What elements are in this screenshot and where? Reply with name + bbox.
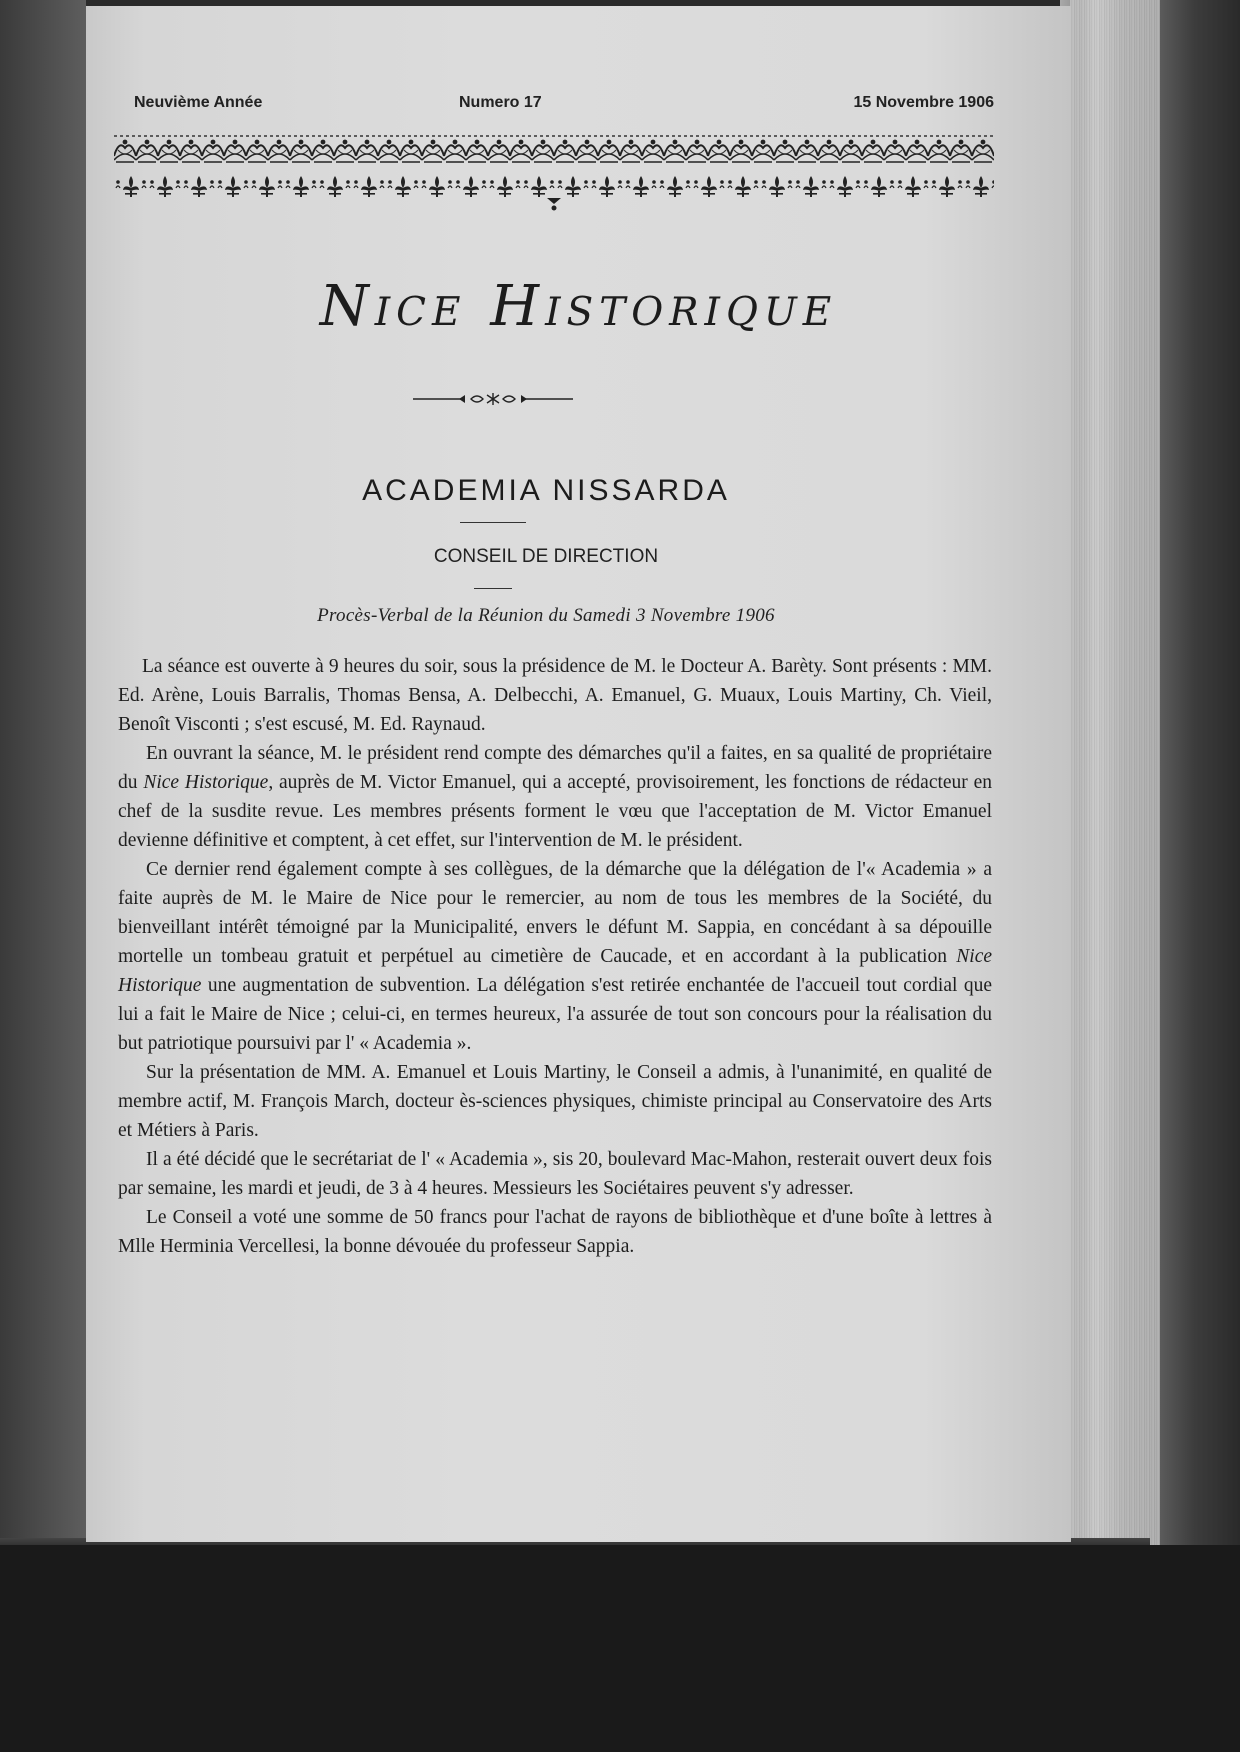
paragraph-budget: Le Conseil a voté une somme de 50 francs pour l'achat de rayons de bibliothèque et d'une boîte à lettres à Mlle Herminia Vercellesi, la bonne dévouée du professeur Sappia.: [118, 1207, 992, 1257]
paragraph-text: En ouvrant la séance, M. le président rend compte des démarches qu'il a faites, en sa qualité de propriétaire du: [118, 743, 992, 793]
fleur-de-lis-ornament-band: [114, 174, 994, 214]
page-stack-edges: [1070, 0, 1160, 1545]
issue-date: 15 Novembre 1906: [853, 94, 994, 111]
minutes-title: Procès-Verbal de la Réunion du Samedi 3 Novembre 1906: [317, 605, 775, 626]
publication-name: Nice Historique: [143, 772, 269, 793]
article-body: [118, 652, 992, 1261]
issue-number: Numero 17: [459, 94, 542, 111]
title-divider-ornament: [413, 392, 573, 406]
section-rule: [460, 522, 526, 523]
scanner-bed: [0, 1545, 1240, 1752]
subtitle-rule: [474, 588, 512, 589]
paragraph-text: une augmentation de subvention. La délégation s'est retirée enchantée de l'accueil tout cordial que lui a fait le Maire de Nice ; celui-ci, en termes heureux, l'a assurée de tout son concours pour la réalisation du but patriotique poursuivi par l' « Academia ».: [118, 975, 992, 1054]
paragraph-delegation: [118, 855, 992, 1058]
issue-year: Neuvième Année: [134, 94, 263, 111]
paragraph-text: Ce dernier rend également compte à ses collègues, de la démarche que la délégation de l'« Academia » a faite auprès de M. le Maire de Nice pour le remercier, au nom de tous les membres de la Société, du bienveillant intérêt témoigné par la Municipalité, envers le défunt M. Sappia, en concédant à sa dépouille mortelle un tombeau gratuit et perpétuel au cimetière de Caucade, et en accordant à la publication: [118, 859, 992, 967]
publication-name: Nice Historique: [118, 946, 992, 996]
paragraph-secretariat: Il a été décidé que le secrétariat de l' « Academia », sis 20, boulevard Mac-Mahon, resterait ouvert deux fois par semaine, les mardi et jeudi, de 3 à 4 heures. Messieurs les Sociétaires peuvent s'y adresser.: [118, 1149, 992, 1199]
subtitle: CONSEIL DE DIRECTION: [433, 546, 659, 567]
section-title: ACADEMIA NISSARDA: [362, 474, 730, 507]
running-header: [134, 94, 994, 118]
paragraph-new-member: Sur la présentation de MM. A. Emanuel et Louis Martiny, le Conseil a admis, à l'unanimité, en qualité de membre actif, M. François March, docteur ès-sciences physiques, chimiste principal au Conservatoire des Arts et Métiers à Paris.: [118, 1062, 992, 1141]
header-ornament-band: [114, 134, 994, 164]
paragraph-editor: [118, 739, 992, 855]
journal-title: Nice Historique: [319, 274, 838, 339]
paragraph-opening: La séance est ouverte à 9 heures du soir, sous la présidence de M. le Docteur A. Barèty. Sont présents : MM. Ed. Arène, Louis Barralis, Thomas Bensa, A. Delbecchi, A. Emanuel, G. Muaux, Louis Martiny, Ch. Vieil, Benoît Visconti ; s'est escusé, M. Ed. Raynaud.: [118, 656, 992, 735]
book-binding-left: [0, 0, 86, 1545]
journal-page: [86, 6, 1071, 1542]
paragraph-text: , auprès de M. Victor Emanuel, qui a accepté, provisoirement, les fonctions de rédacteur en chef de la susdite revue. Les membres présents forment le vœu que l'acceptation de M. Victor Emanuel devienne définitive et comptent, à cet effet, sur l'intervention de M. le président.: [118, 772, 993, 851]
